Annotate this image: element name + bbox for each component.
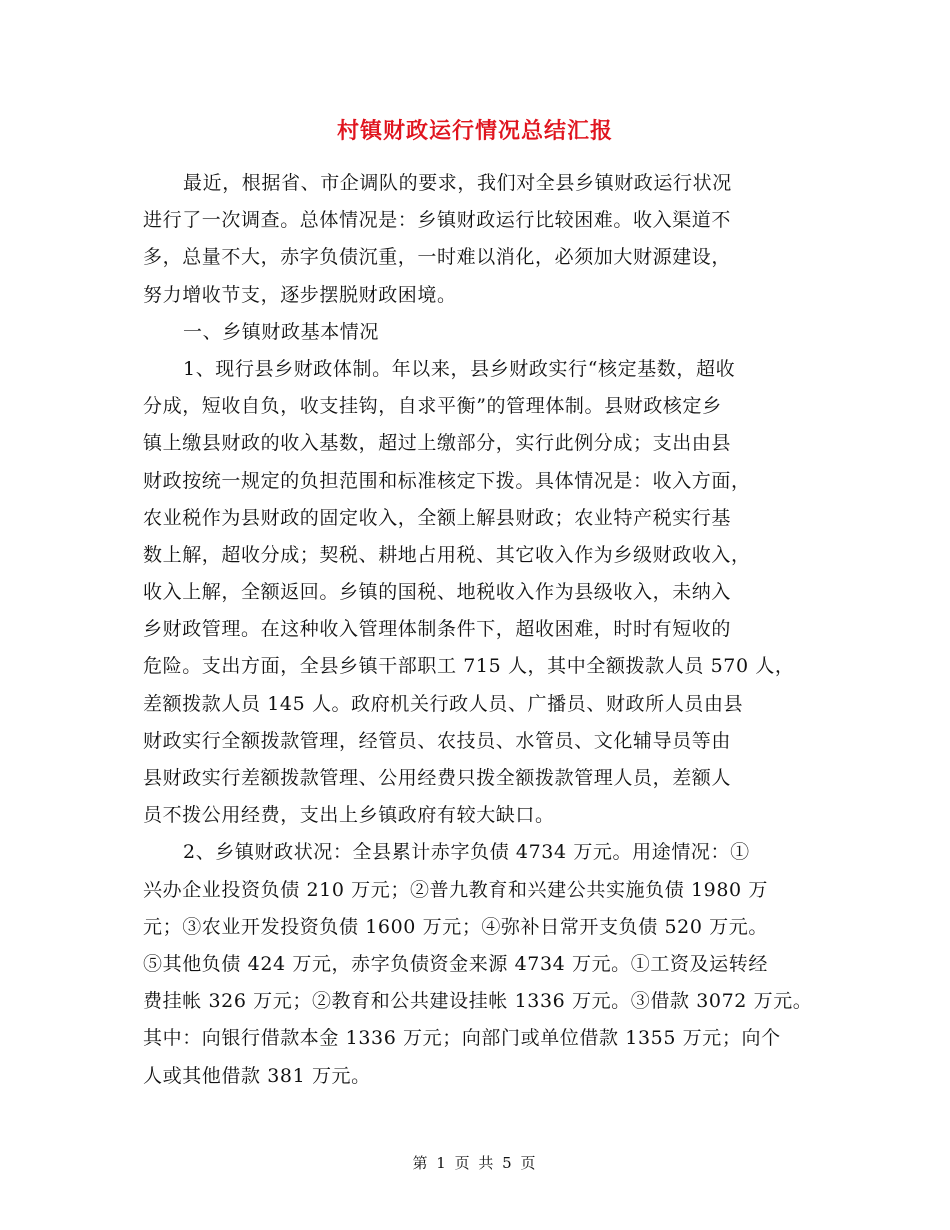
page-footer: 第 1 页 共 5 页 bbox=[412, 1154, 538, 1172]
paragraph-line: 努力增收节支，逐步摆脱财政困境。 bbox=[143, 283, 457, 306]
paragraph-line: 费挂帐 326 万元；②教育和公共建设挂帐 1336 万元。③借款 3072 万元。 bbox=[143, 990, 813, 1013]
document-title: 村镇财政运行情况总结汇报 bbox=[336, 118, 613, 144]
paragraph-line: 元；③农业开发投资负债 1600 万元；④弥补日常开支负债 520 万元。 bbox=[143, 915, 768, 938]
paragraph-line: 财政按统一规定的负担范围和标准核定下拨。具体情况是：收入方面， bbox=[143, 469, 751, 492]
paragraph-line: 人或其他借款 381 万元。 bbox=[143, 1064, 371, 1087]
paragraph-line: 乡财政管理。在这种收入管理体制条件下，超收困难，时时有短收的 bbox=[143, 618, 732, 641]
paragraph-line: 差额拨款人员 145 人。政府机关行政人员、广播员、财政所人员由县 bbox=[143, 692, 744, 715]
paragraph-line: 县财政实行差额拨款管理、公用经费只拨全额拨款管理人员，差额人 bbox=[143, 767, 732, 789]
section-heading: 一、乡镇财政基本情况 bbox=[183, 320, 380, 343]
paragraph-line: 1、现行县乡财政体制。年以来，县乡财政实行“核定基数，超收 bbox=[183, 357, 736, 380]
paragraph-line: 分成，短收自负，收支挂钩，自求平衡”的管理体制。县财政核定乡 bbox=[143, 395, 722, 418]
paragraph-line: 镇上缴县财政的收入基数，超过上缴部分，实行此例分成；支出由县 bbox=[143, 432, 732, 455]
paragraph-line: 其中：向银行借款本金 1336 万元；向部门或单位借款 1355 万元；向个 bbox=[143, 1027, 781, 1050]
paragraph-line: 多，总量不大，赤字负债沉重，一时难以消化，必须加大财源建设， bbox=[143, 246, 732, 269]
paragraph-line: 危险。支出方面，全县乡镇干部职工 715 人，其中全额拨款人员 570 人， bbox=[143, 655, 795, 678]
paragraph-line: 2、乡镇财政状况：全县累计赤字负债 4734 万元。用途情况：① bbox=[183, 841, 750, 864]
paragraph-line: 最近，根据省、市企调队的要求，我们对全县乡镇财政运行状况 bbox=[183, 172, 732, 194]
paragraph-line: 财政实行全额拨款管理，经管员、农技员、水管员、文化辅导员等由 bbox=[143, 729, 732, 752]
paragraph-line: 员不拨公用经费，支出上乡镇政府有较大缺口。 bbox=[143, 804, 555, 827]
paragraph-line: 进行了一次调查。总体情况是：乡镇财政运行比较困难。收入渠道不 bbox=[143, 209, 732, 232]
paragraph-line: 数上解，超收分成；契税、耕地占用税、其它收入作为乡级财政收入， bbox=[143, 543, 751, 566]
document-body bbox=[143, 165, 823, 1095]
paragraph-line: 收入上解，全额返回。乡镇的国税、地税收入作为县级收入，未纳入 bbox=[143, 581, 732, 604]
paragraph-line: ⑤其他负债 424 万元，赤字负债资金来源 4734 万元。①工资及运转经 bbox=[143, 952, 768, 975]
paragraph-line: 农业税作为县财政的固定收入，全额上解县财政；农业特产税实行基 bbox=[143, 506, 732, 529]
paragraph-line: 兴办企业投资负债 210 万元；②普九教育和兴建公共实施负债 1980 万 bbox=[143, 878, 768, 901]
